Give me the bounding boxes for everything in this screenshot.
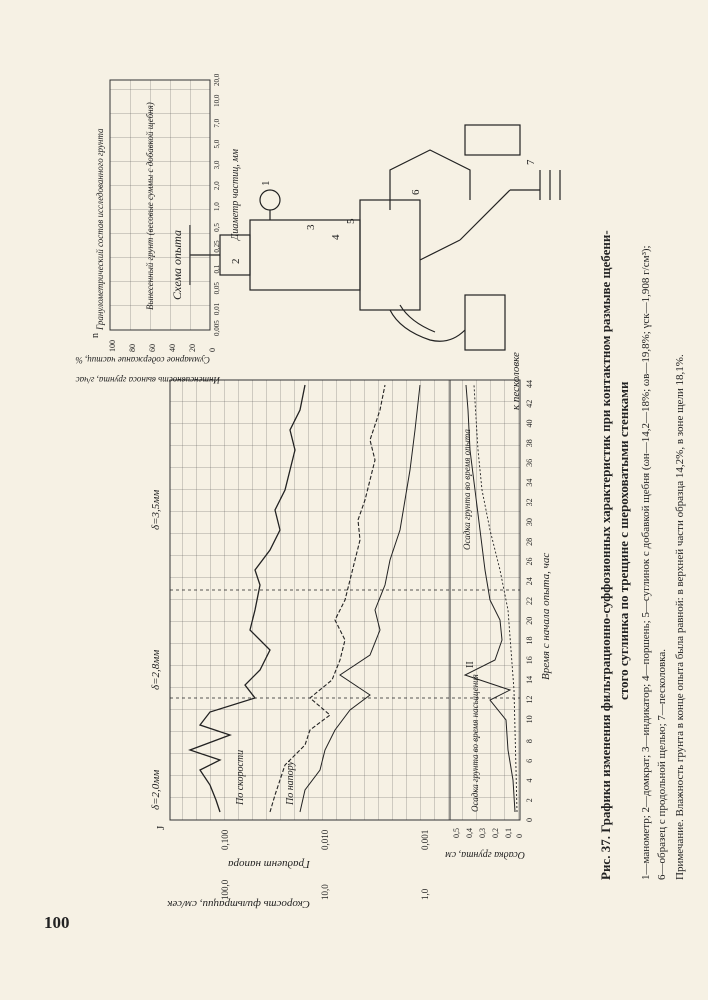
x-tick-16: 16 [525,656,534,665]
x-tick-14: 14 [525,675,534,684]
x-tick-6: 6 [525,758,534,763]
x-tick-2: 2 [525,798,534,803]
experiment-scheme [190,125,560,350]
main-ylabel-settlement: Осадка грунта, см [445,849,525,860]
gran-curve-label-1: Гранулометрический состав исследованного грунта [95,128,105,330]
rotated-figure [70,70,600,930]
main-curve-label-gradient: По напору [285,761,296,805]
x-tick-38: 38 [525,439,534,448]
gran-x-tick-9: 5,0 [213,139,221,149]
gran-x-tick-3: 0,1 [213,264,221,274]
x-tick-28: 28 [525,537,534,546]
gran-y-tick-100: 100 [108,340,117,352]
scheme-label-7: 7 [525,159,537,165]
gran-y-tick-80: 80 [128,344,137,352]
settle-tick-6: 0 [515,834,524,838]
caption-line-1: Рис. 37. Графики изменения фильтрационно-суффозионных характеристик при контактном размыве щебени- [598,230,613,880]
caption-note: Примечание. Влажность грунта в конце опыта была равной: в верхней части образца 14,2%, в зоне щели 18,1%. [674,354,686,880]
main-ylabel-gradient: Градиент напора [227,858,310,870]
gran-x-tick-1: 0,01 [213,302,221,316]
gran-y-tick-40: 40 [168,344,177,352]
x-tick-4: 4 [525,778,534,783]
gran-x-tick-5: 0,5 [213,223,221,232]
x-tick-10: 10 [525,715,534,724]
x-tick-24: 24 [525,577,534,586]
x-tick-44: 44 [525,380,534,388]
caption-legend-2: 6—образец с продольной щелью; 7—песколовка. [656,649,668,880]
x-tick-12: 12 [525,695,534,704]
main-ylabel-velocity: Скорость фильтрации, см/сек [167,898,310,910]
gran-x-tick-12: 20,0 [213,73,221,86]
main-axis-letter: J [155,825,167,830]
caption-block [598,20,708,880]
main-curve-label-velocity: По скорости [235,749,246,805]
main-curve-label-settle-1: Осадка грунта во время насыщения [470,674,480,812]
gran-x-tick-8: 3,0 [213,160,221,170]
scheme-arrow-label: к песколовке [510,352,522,410]
velocity-tick-1: 0,100 [220,829,230,850]
x-tick-42: 42 [525,399,534,408]
scheme-label-1: 1 [260,180,272,186]
x-tick-40: 40 [525,419,534,428]
x-tick-36: 36 [525,458,534,467]
main-curve-label-ii: II [465,661,476,668]
page-number: 100 [44,913,70,932]
velocity-tick-2: 0,010 [320,829,330,850]
settle-tick-2: 0,4 [465,828,474,838]
scheme-label-5: 5 [345,218,357,224]
scheme-label-6: 6 [410,189,422,195]
gran-y-tick-20: 20 [188,344,197,352]
caption-legend: 1—манометр; 2—домкрат; 3—индикатор; 4—поршень; 5—суглинок с добавкой щебня (ωн—14,2—18%; ωв—19,8%; γск—1,908 г/см³); [640,245,652,880]
gradient-tick-2: 10,0 [320,884,330,900]
gran-n-label: n [90,333,101,338]
scheme-label-3: 3 [305,224,317,230]
settle-tick-1: 0,5 [452,828,461,838]
caption-line-2: стого суглинка по трещине с шероховатыми стенками [616,381,631,700]
gran-ylabel-2: Интенсивность выноса грунта, г/час [75,375,220,385]
x-tick-30: 30 [525,518,534,527]
x-tick-26: 26 [525,557,534,566]
gradient-tick-3: 1,0 [420,888,430,900]
settle-tick-5: 0,1 [504,828,513,838]
gran-x-tick-6: 1,0 [213,202,221,211]
main-xlabel: Время с начала опыта, час [540,552,552,680]
settle-tick-4: 0,2 [491,828,500,838]
scheme-title: Схема опыта [170,230,184,300]
gran-x-tick-4: 0,25 [213,240,221,253]
gran-x-tick-11: 10,0 [213,94,221,107]
gran-xlabel: Диаметр частиц, мм [230,149,241,240]
gran-curve-label-2: Вынесенный грунт (весовые суммы с добавкой щебня) [145,102,155,310]
main-top-label-1: δ=2,0мм [150,769,162,810]
x-tick-8: 8 [525,739,534,744]
x-tick-0: 0 [525,818,534,822]
scheme-label-4: 4 [330,234,342,240]
x-tick-32: 32 [525,498,534,507]
main-top-label-3: δ=3,5мм [150,489,162,530]
x-tick-34: 34 [525,478,534,487]
scheme-label-2: 2 [230,258,242,264]
main-top-label-2: δ=2,8мм [150,649,162,690]
gran-ylabel: Суммарное содержание частиц, % [75,355,210,365]
gradient-tick-1: 100,0 [220,879,230,900]
gran-x-tick-10: 7,0 [213,118,221,128]
gran-y-tick-60: 60 [148,344,157,352]
gran-x-tick-0: 0,005 [213,320,221,336]
main-curve-label-settle-2: Осадка грунта во время опыта [462,429,472,550]
x-tick-20: 20 [525,616,534,625]
x-tick-22: 22 [525,597,534,605]
gran-x-tick-7: 2,0 [213,181,221,191]
velocity-tick-3: 0,001 [420,829,430,850]
granulometry-chart [110,80,210,330]
settle-tick-3: 0,3 [478,828,487,838]
gran-y-tick-0: 0 [208,348,217,352]
x-tick-18: 18 [525,636,534,645]
gran-x-tick-2: 0,05 [213,282,221,295]
